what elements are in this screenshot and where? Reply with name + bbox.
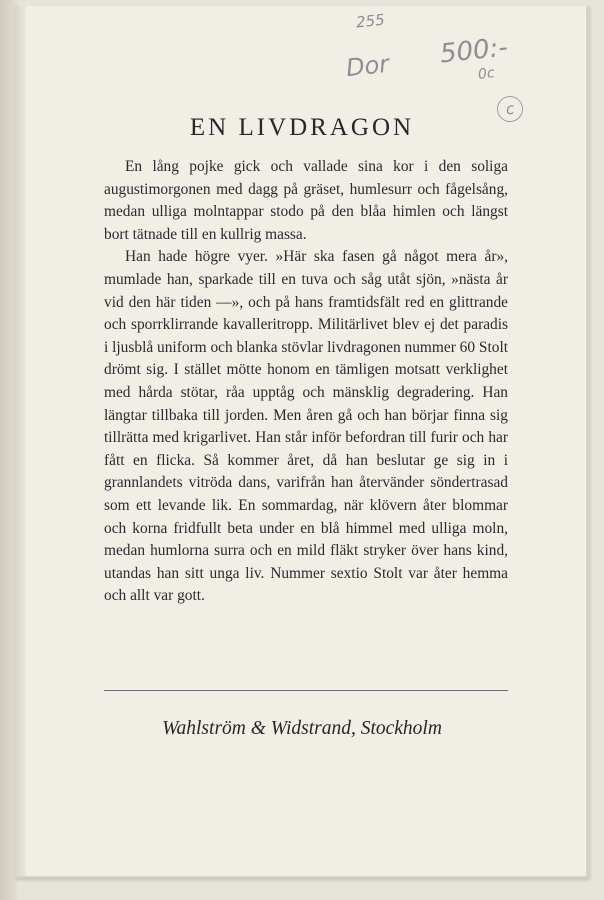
pencil-sub-note: 0c	[477, 65, 496, 83]
pencil-code-note: Dor	[344, 49, 391, 83]
pencil-price-note: 255	[355, 10, 386, 32]
horizontal-divider	[104, 690, 508, 691]
publisher-imprint: Wahlström & Widstrand, Stockholm	[162, 718, 442, 739]
pencil-price-marking: 500:-	[438, 32, 510, 70]
pencil-circled-mark: c	[495, 94, 525, 124]
blurb-paragraph: En lång pojke gick och vallade sina kor i den soliga augustimorgonen med dagg på gräset, humlesurr och fågelsång, medan ulliga molntappar stodo på den blåa himlen och längst bort tätnade till en kullrig massa.	[104, 158, 508, 243]
book-title: EN LIVDRAGON	[189, 114, 415, 141]
blurb-text	[104, 156, 508, 608]
blurb-paragraph: Han hade högre vyer. »Här ska fasen gå något mera år», mumlade han, sparkade till en tuva och såg utåt sjön, »nästa år vid den här tiden —», och på hans framtidsfält red en glittrande och sporrklirrande kavalleritropp. Militärlivet blev ej det paradis i ljusblå uniform och blanka stövlar livdragonen nummer 60 Stolt drömt sig. I stället mötte honom en tämligen motsatt verklighet med hårda stötar, råa upptåg och mänsklig degradering. Han längtar tillbaka till jorden. Men åren gå och han börjar finna sig tillrätta med krigarlivet. Han står inför befordran till furir och har fått en flicka. Så kommer året, då han beslutar ge sig in i grannlandets vitröda dans, varifrån han återvänder söndertrasad som ett levande lik. En sommardag, när klövern åter blommar och korna fridfullt beta under en blå himmel med ulliga moln, medan humlorna surra och en mild fläkt stryker över hans kind, utandas han sitt unga liv. Nummer sextio Stolt var åter hemma och allt var gott.	[104, 248, 508, 605]
